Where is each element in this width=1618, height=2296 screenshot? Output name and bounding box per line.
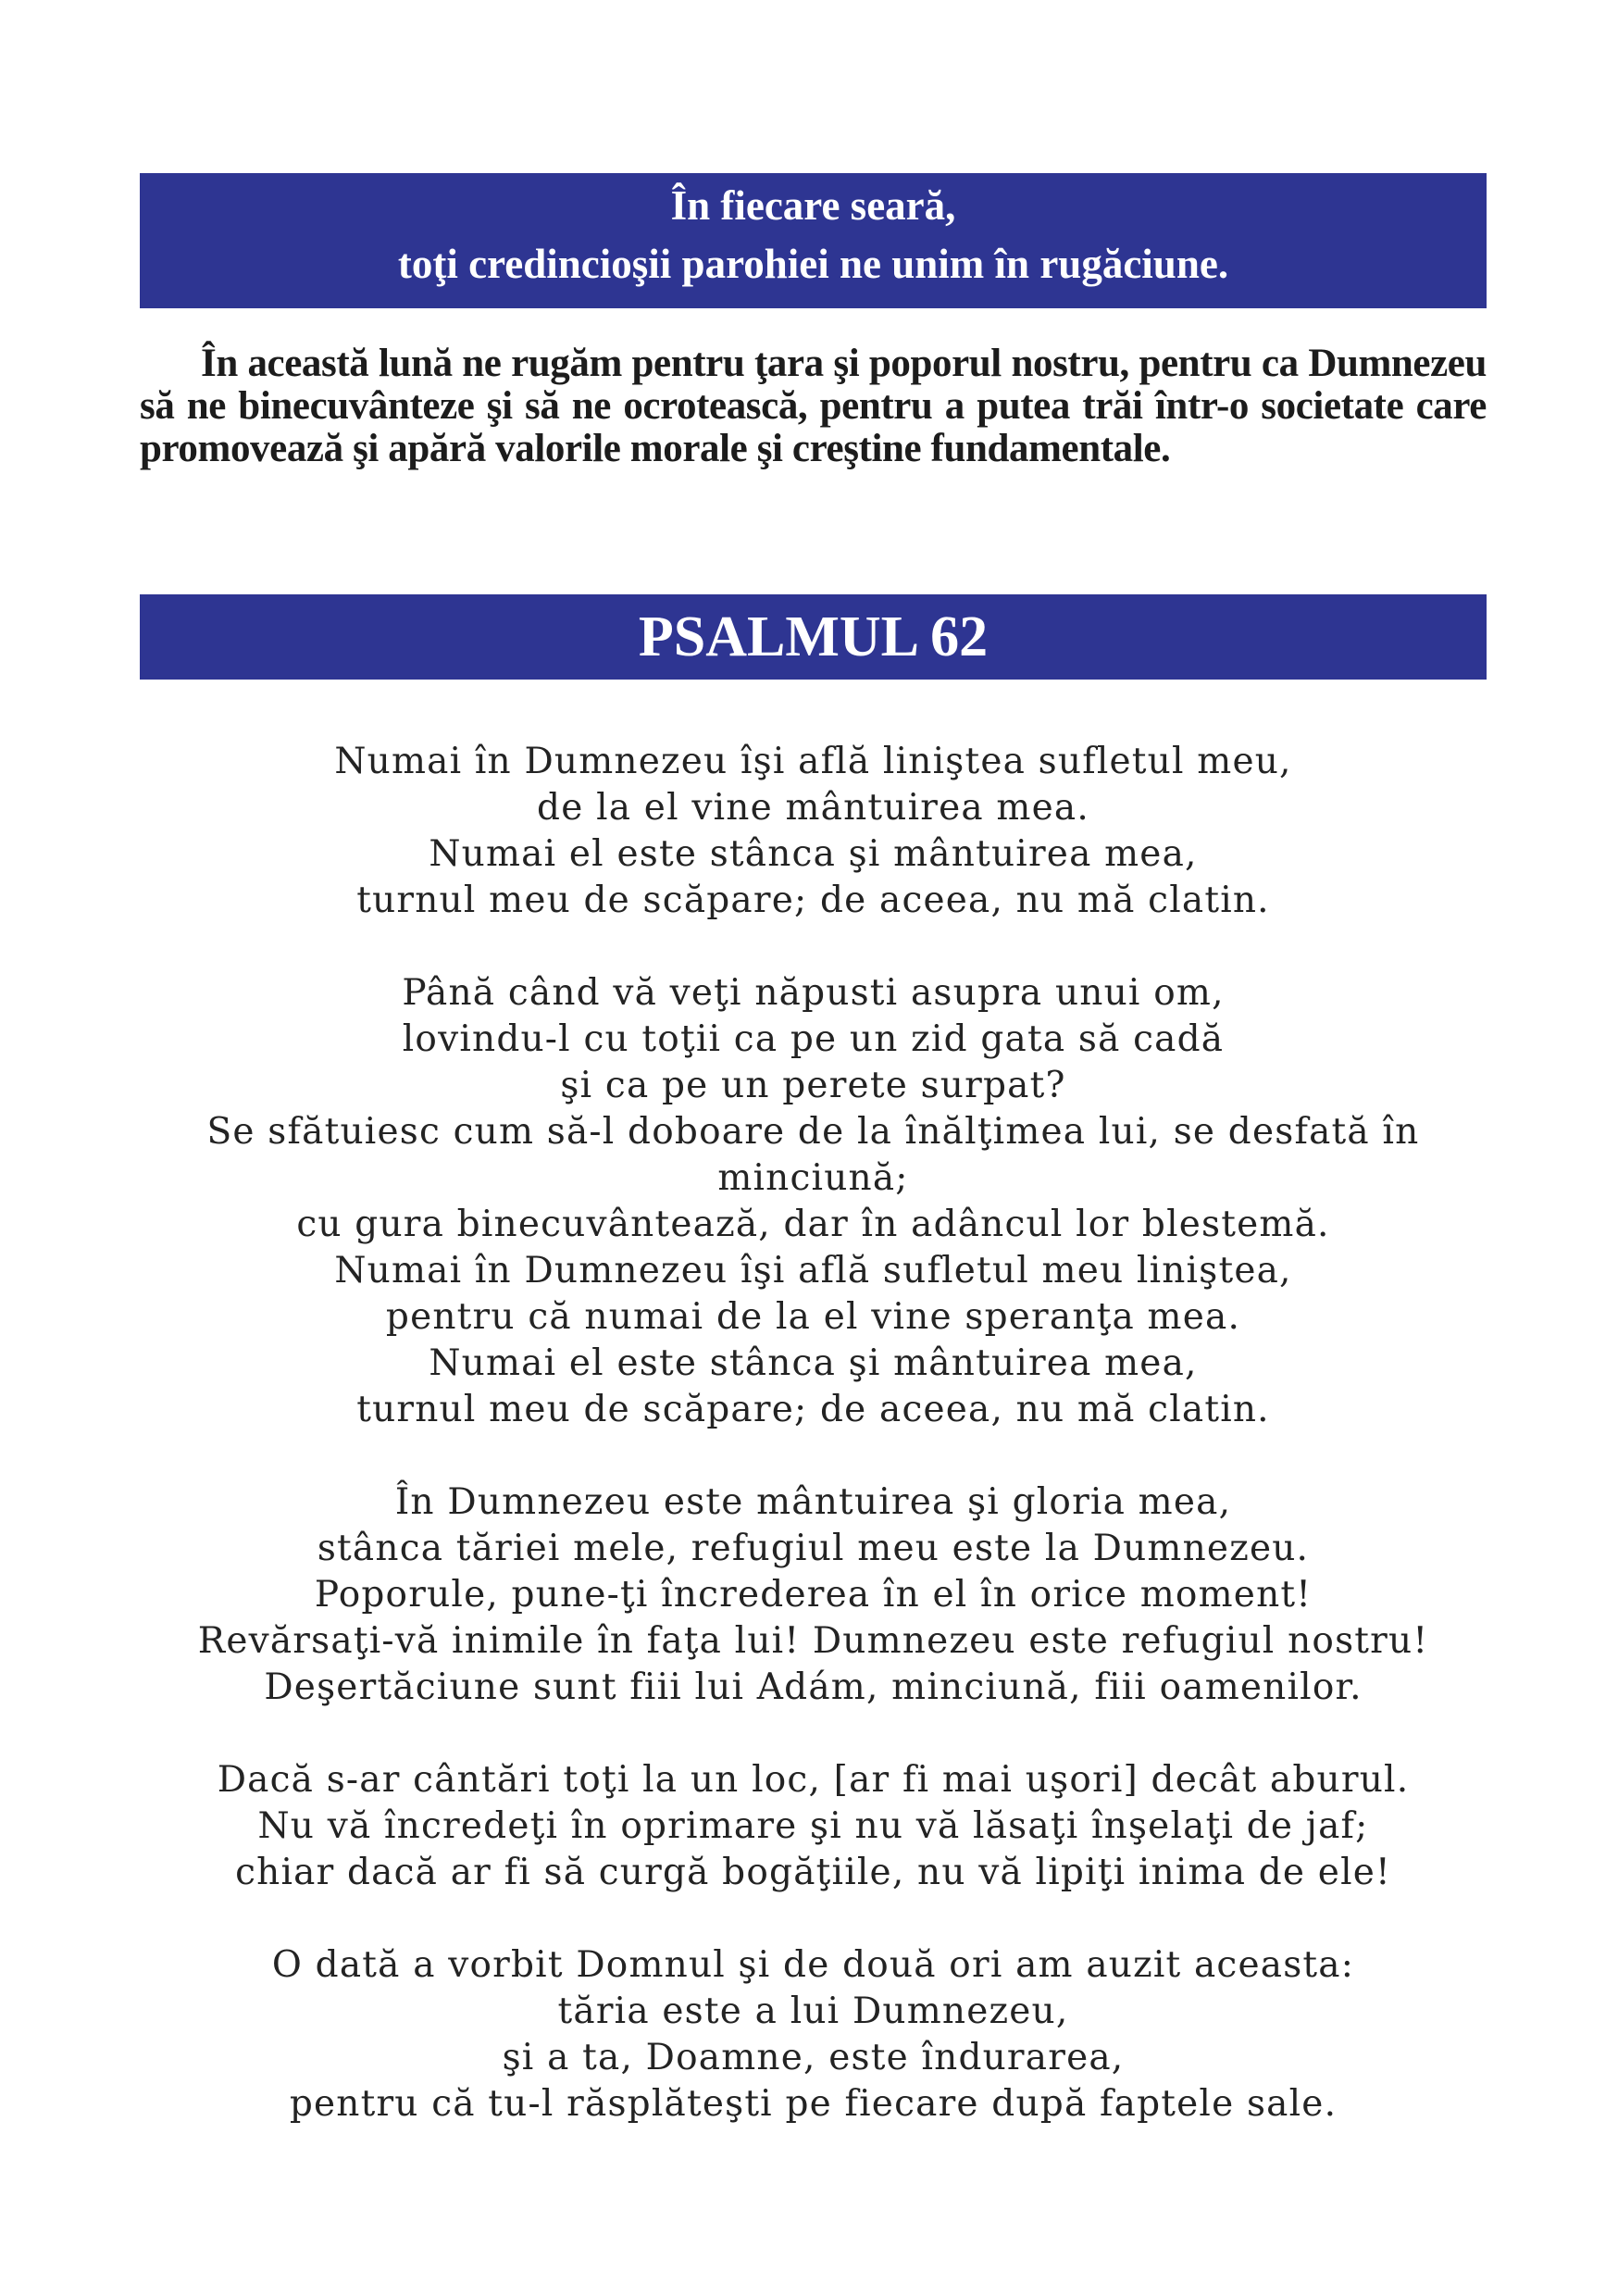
psalm-stanza [140,970,1487,1433]
psalm-verse-line: pentru că tu-l răsplăteşti pe fiecare după faptele sale. [289,2083,1338,2125]
psalm-verse-line: stânca tăriei mele, refugiul meu este la Dumnezeu. [317,1528,1310,1569]
psalm-verse-line: În Dumnezeu este mântuirea şi gloria mea, [394,1481,1232,1523]
psalm-verse-line: şi a ta, Doamne, este îndurarea, [502,2037,1125,2078]
header-banner [140,173,1487,308]
psalm-verse-line: Numai el este stânca şi mântuirea mea, [429,833,1198,875]
psalm-verse-line: chiar dacă ar fi să curgă bogăţiile, nu vă lipiţi inima de ele! [235,1852,1391,1893]
psalm-verse-line: Nu vă încredeţi în oprimare şi nu vă lăsaţi înşelaţi de jaf; [257,1805,1369,1847]
psalm-verse-line: Se sfătuiesc cum să-l doboare de la înălţimea lui, se desfată în [206,1111,1420,1153]
psalm-verse-line: Numai el este stânca şi mântuirea mea, [429,1342,1198,1384]
psalm-verse-line: Deşertăciune sunt fiii lui Adám, minciună, fiii oamenilor. [264,1666,1363,1708]
psalm-verse-line: de la el vine mântuirea mea. [537,787,1089,829]
psalm-verse-line: minciună; [717,1157,909,1199]
psalm-verse-line: şi ca pe un perete surpat? [560,1065,1066,1106]
psalm-verse-line: Poporule, pune-ţi încrederea în el în orice moment! [314,1574,1313,1616]
intro-paragraph: În această lună ne rugăm pentru ţara şi poporul nostru, pentru ca Dumnezeu să ne binecuvânteze şi să ne ocrotească, pentru a putea trăi într-o societate care promovează şi apără valorile morale şi creştine fundamentale. [140,342,1487,470]
psalm-verse-line: pentru că numai de la el vine speranţa mea. [385,1296,1241,1338]
psalm-verse-line: turnul meu de scăpare; de aceea, nu mă clatin. [356,880,1270,921]
psalm-stanza [140,739,1487,924]
psalm-title-banner [140,594,1487,680]
psalm-verse-line: tăria este a lui Dumnezeu, [557,1990,1069,2032]
psalm-verse-line: Numai în Dumnezeu îşi află sufletul meu liniştea, [334,1250,1292,1292]
psalm-verse-line: lovindu-l cu toţii ca pe un zid gata să cadă [402,1018,1225,1060]
header-banner-line-2: toţi credincioşii parohiei ne unim în rugăciune. [397,241,1229,287]
psalm-verse-line: Dacă s-ar cântări toţi la un loc, [ar fi mai uşori] decât aburul. [217,1759,1410,1801]
psalm-text [140,739,1487,2174]
psalm-verse-line: O dată a vorbit Domnul şi de două ori am auzit aceasta: [271,1944,1355,1986]
header-banner-line-1: În fiecare seară, [670,182,956,229]
psalm-verse-line: Până când vă veţi năpusti asupra unui om, [402,972,1225,1014]
psalm-verse-line: cu gura binecuvântează, dar în adâncul lor blestemă. [296,1204,1330,1245]
psalm-stanza [140,1479,1487,1711]
psalm-stanza [140,1942,1487,2128]
psalm-verse-line: Revărsaţi-vă inimile în faţa lui! Dumnezeu este refugiul nostru! [197,1620,1429,1662]
psalm-stanza [140,1757,1487,1896]
psalm-verse-line: turnul meu de scăpare; de aceea, nu mă clatin. [356,1389,1270,1430]
psalm-verse-line: Numai în Dumnezeu îşi află liniştea sufletul meu, [334,741,1292,782]
psalm-title: PSALMUL 62 [638,605,989,668]
